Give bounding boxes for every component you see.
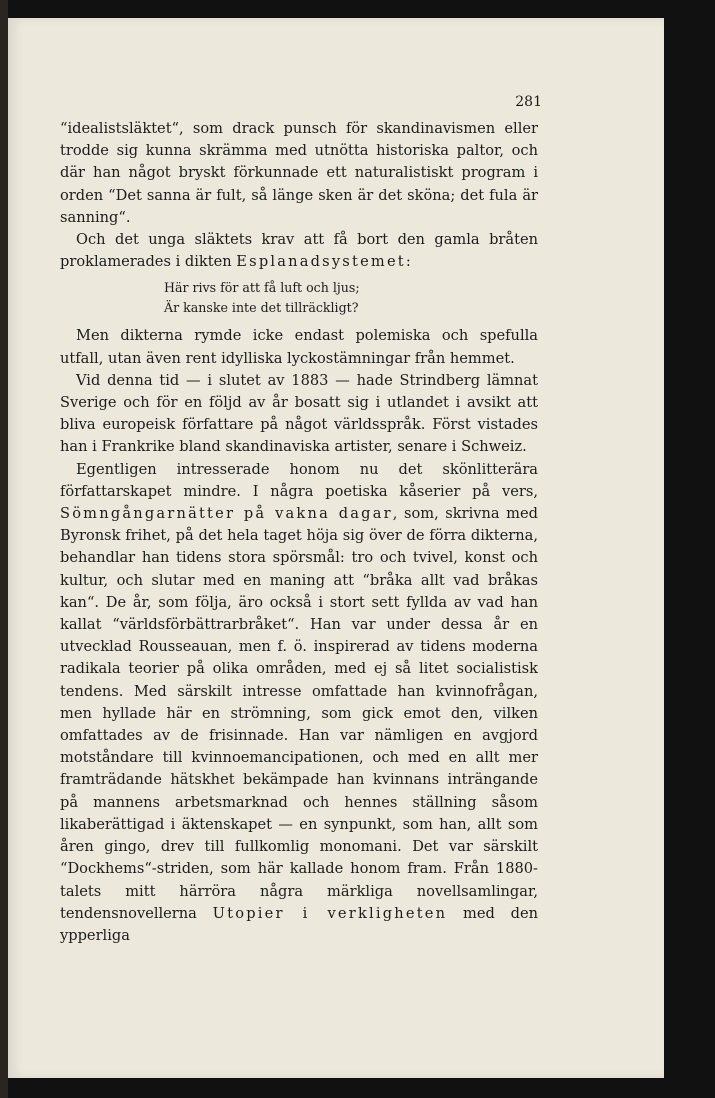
- book-title-somngangarnatter: Sömngångarnätter på vakna dagar: [60, 505, 393, 523]
- paragraph-5-text: Egentligen intresserade honom nu det skönlitterära författarskapet mindre. I några poetiska kåserier på vers,: [60, 460, 538, 500]
- page-text: [60, 118, 538, 947]
- paragraph-5-end: med den ypperliga: [60, 904, 538, 944]
- paragraph-2-end: :: [405, 253, 411, 271]
- paragraph-3: [60, 325, 538, 369]
- poem-title-esplanadsystemet: Esplanadsystemet: [236, 253, 406, 271]
- verse-line-2: Är kanske inte det tillräckligt?: [164, 300, 359, 316]
- paragraph-3-text: Men dikterna rymde icke endast polemiska och spefulla utfall, utan även rent idylliska lyckostämningar från hemmet.: [60, 327, 538, 367]
- paragraph-1: [60, 118, 538, 229]
- verse-quote: [164, 278, 538, 318]
- paragraph-4: [60, 370, 538, 459]
- book-page: [8, 18, 664, 1078]
- verse-line-1: Här rivs för att få luft och ljus;: [164, 280, 360, 296]
- paragraph-5: [60, 459, 538, 947]
- scan-left-edge: [0, 0, 8, 1098]
- page-number: 281: [515, 94, 542, 110]
- paragraph-4-text: Vid denna tid — i slutet av 1883 — hade Strindberg lämnat Sverige och för en följd av år bosatt sig i utlandet i avsikt att bliva europeisk författare på något världsspråk. Först vistades han i Frankrike bland skandinaviska artister, senare i Schweiz.: [60, 371, 538, 456]
- book-title-utopier: Utopier i verkligheten: [212, 904, 448, 922]
- paragraph-1-text: “idealistsläktet“, som drack punsch för skandinavismen eller trodde sig kunna skrämma med utnötta historiska paltor, och där han något bryskt förkunnade ett naturalistiskt program i orden “Det sanna är fult, så länge sken är det sköna; det fula är sanning“.: [60, 120, 538, 226]
- paragraph-5-text-b: , som, skrivna med Byronsk frihet, på det hela taget höja sig över de förra dikterna, behandlar han tidens stora spörsmål: tro och tvivel, konst och kultur, och slutar med en maning att “bråka allt vad bråkas kan“. De år, som följa, äro också i stort sett fyllda av vad han kallat “världsförbättrarbråket“. Han var under dessa år en utvecklad Rousseauan, men f. ö. inspirerad av tidens moderna radikala teorier på olika områden, med ej så litet socialistisk tendens. Med särskilt intresse omfattade han kvinnofrågan, men hyllade här en strömning, som gick emot den, vilken omfattades av de frisinnade. Han var nämligen en avgjord motståndare till kvinnoemancipationen, och med en allt mer framträdande hätskhet bekämpade han kvinnans inträngande på mannens arbetsmarknad och hennes ställning såsom likaberättigad i äktenskapet — en synpunkt, som han, allt som åren gingo, drev till fullkomlig monomani. Det var särskilt “Dockhems“-striden, som här kallade honom fram. Från 1880-talets mitt härröra några märkliga novellsamlingar, tendensnovellerna: [60, 505, 538, 922]
- paragraph-2: [60, 229, 538, 273]
- paragraph-2-text: Och det unga släktets krav att få bort den gamla bråten proklamerades i dikten: [60, 231, 538, 271]
